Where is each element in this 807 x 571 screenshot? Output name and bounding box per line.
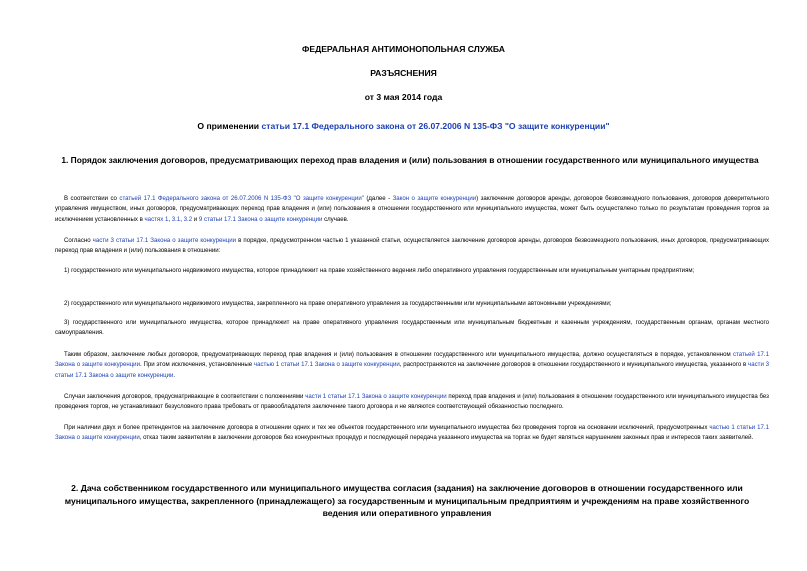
paragraph-5: 3) государственного или муниципального имущества, которое принадлежит на праве оперативного управления государственным или муниципальным бюджетным и казенным учреждениям, государственным органам, органам местного самоуправления.: [55, 319, 769, 337]
document-date: от 3 мая 2014 года: [364, 92, 443, 102]
document-type: РАЗЪЯСНЕНИЯ: [370, 68, 437, 78]
text-run: Случаи заключения договоров, предусматривающие в соответствии с положениями: [64, 393, 306, 400]
text-run: ) заключение договоров аренды, договоров безвозмездного пользования, договоров доверительного управления имуществом, иных договоров, предусматривающих переход прав владения и (или) пользования в отношении государственного или муниципального имущества, может быть осуществлено только по результатам проведения торгов за исключением установленных в: [55, 195, 769, 223]
text-run: .: [173, 371, 176, 379]
text-run: При наличии двух и более претендентов на заключение договора в отношении одних и тех же объектов государственного или муниципального имущества без проведения торгов на основании исключений, предусмотренных: [64, 424, 710, 431]
text-run: ,: [168, 215, 172, 223]
text-run: В соответствии со: [64, 195, 120, 202]
paragraph-7: [55, 392, 769, 413]
link-competition-law[interactable]: Закон о защите конкуренции: [392, 195, 477, 202]
link-part-1-d[interactable]: частью 1 статьи 17.1 Закона о защите конкуренции: [55, 424, 769, 442]
section-1-title: 1. Порядок заключения договоров, предусматривающих переход прав владения и (или) пользования в отношении государственного или муниципального имущества: [61, 155, 759, 165]
text-run: в порядке, предусмотренном частью 1 указанной статьи, осуществляется заключение договоров аренды, договоров безвозмездного пользования, иных договоров, предусматривающих переход прав владения и (или) пользования в отношении:: [55, 237, 769, 255]
subject-prefix: О применении: [197, 121, 262, 131]
link-part-1-b[interactable]: частью 1 статьи 17.1 Закона о защите конкуренции: [253, 361, 400, 369]
link-article-17-1-b[interactable]: статьей 17.1 Закона о защите конкуренции: [55, 351, 769, 369]
link-part-3-2[interactable]: 3.2: [183, 215, 193, 223]
document-subject: [0, 121, 807, 131]
text-run: . При этом исключения, установленные: [140, 361, 254, 369]
text-run: переход прав владения и (или) пользования в отношении государственного или муниципального имущества без проведения торгов, не устанавливают безусловного права требовать от правообладателя заключение такого договора и не являются соответствующей обязанностью последнего.: [55, 393, 769, 411]
link-part-3[interactable]: части 3 статьи 17.1 Закона о защите конкуренции: [92, 237, 237, 244]
text-run: Таким образом, заключение любых договоров, предусматривающих переход прав владения и (или) пользования в отношении государственного или муниципального имущества, должно осуществляться в порядке, установленном: [64, 351, 733, 358]
link-part-1[interactable]: частях 1: [144, 215, 169, 223]
paragraph-8: [55, 423, 769, 444]
paragraph-3: 1) государственного или муниципального недвижимого имущества, которое принадлежит на праве хозяйственного ведения либо оперативного управления государственным или муниципальным унитарным предприятиям;: [64, 267, 695, 274]
link-part-3-1[interactable]: 3.1: [171, 215, 181, 223]
section-2-title: 2. Дача собственником государственного или муниципального имущества согласия (задания) на заключение договоров в отношении государственного или муниципального имущества, закрепленного (принадлежащего) за государственным и муниципальным предприятиям и учреждениям на праве хозяйственного ведения или оперативного управления: [64, 483, 750, 518]
text-run: случаев.: [322, 215, 349, 223]
subject-law-link[interactable]: статьи 17.1 Федерального закона от 26.07.2006 N 135-ФЗ "О защите конкуренции": [261, 121, 610, 131]
paragraph-2: [55, 236, 769, 257]
text-run: (далее -: [363, 195, 393, 202]
agency-title: ФЕДЕРАЛЬНАЯ АНТИМОНОПОЛЬНАЯ СЛУЖБА: [302, 44, 505, 54]
link-part-9[interactable]: 9 статьи 17.1 Закона о защите конкуренции: [198, 215, 323, 223]
text-run: , распространяются на заключение договоров в отношении государственного и муниципального имущества, указанного в: [399, 361, 749, 369]
paragraph-1: [55, 194, 769, 225]
paragraph-4: 2) государственного или муниципального недвижимого имущества, закрепленного на праве оперативного управления за государственными или муниципальными автономными учреждениями;: [64, 300, 612, 307]
paragraph-6: [55, 350, 769, 381]
text-run: и: [192, 215, 199, 223]
link-part-3-b[interactable]: части 3 статьи 17.1 Закона о защите конкуренции: [55, 361, 770, 379]
text-run: Согласно: [64, 237, 93, 244]
text-run: , отказ таким заявителям в заключении договоров без конкурентных процедур и последующей передача указанного имущества на торгах не будет являться нарушением законных прав и интересов таких заявителей.: [139, 434, 754, 442]
text-run: ,: [180, 215, 184, 223]
link-part-1-c[interactable]: части 1 статьи 17.1 Закона о защите конкуренции: [305, 393, 447, 400]
link-article-17-1[interactable]: статьей 17.1 Федерального закона от 26.07.2006 N 135-ФЗ "О защите конкуренции": [119, 195, 364, 202]
